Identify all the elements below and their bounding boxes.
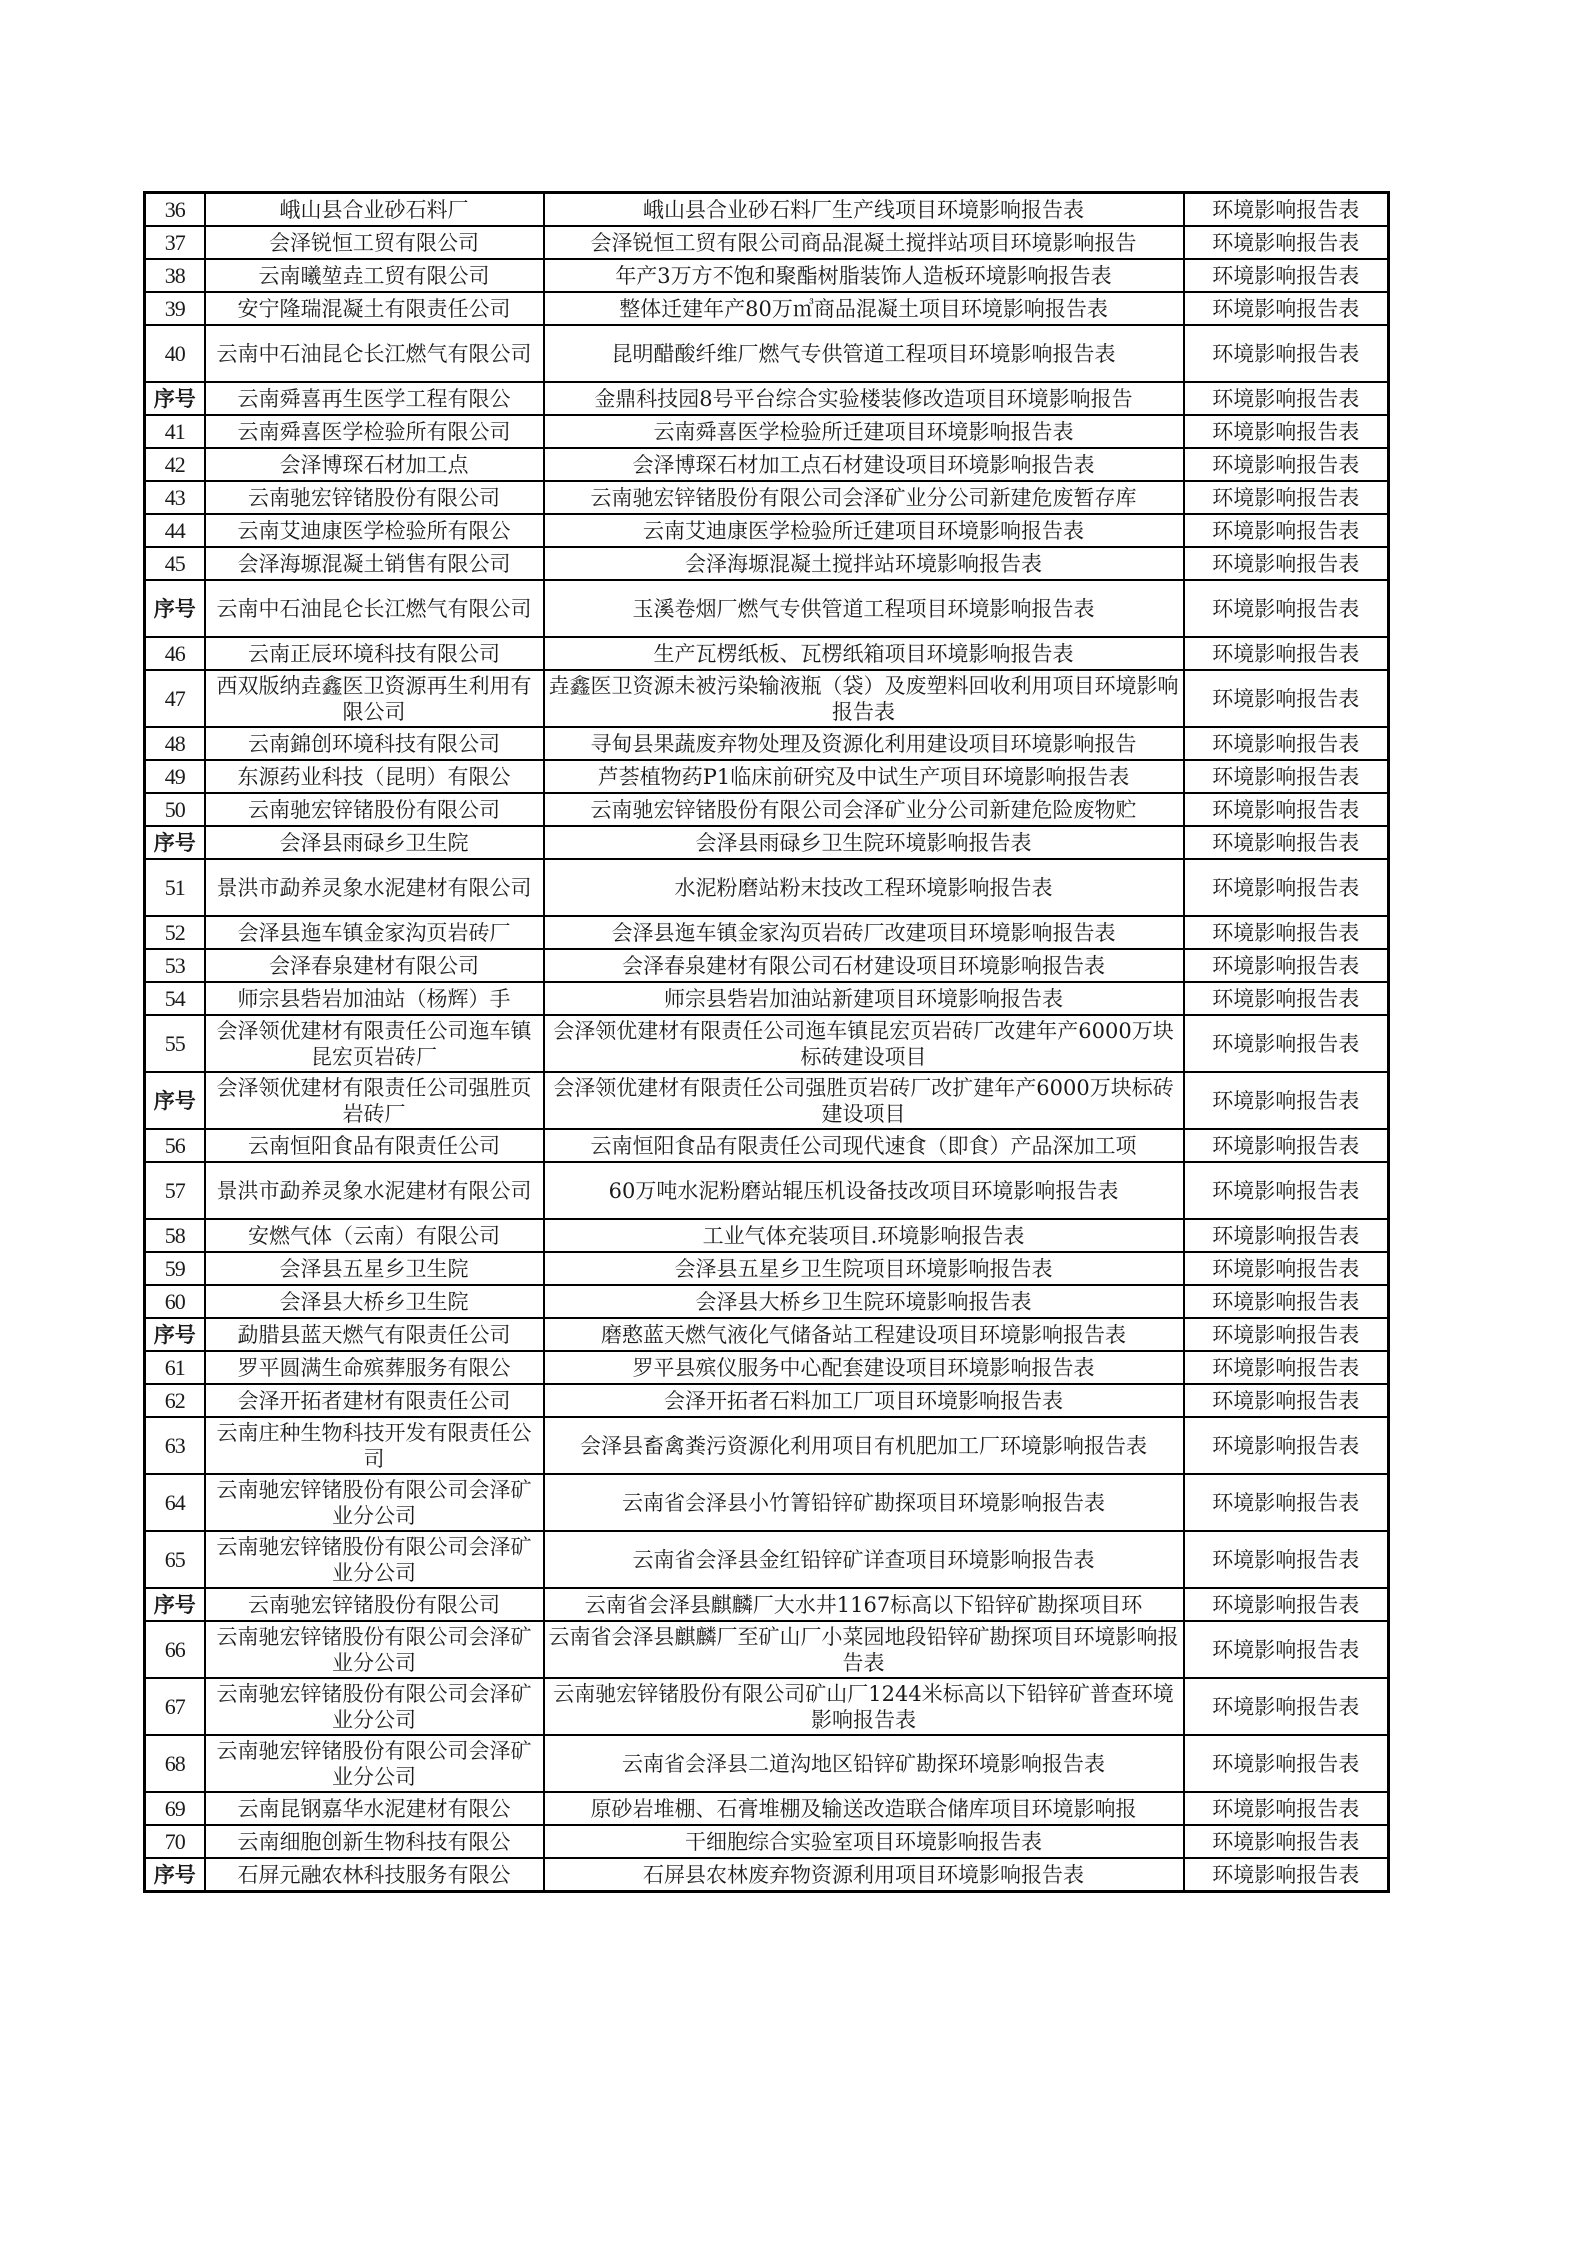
serial-number-cell: 58 [145,1219,205,1252]
serial-number-cell: 69 [145,1792,205,1825]
project-name-cell: 会泽春泉建材有限公司石材建设项目环境影响报告表 [544,949,1184,982]
project-name-cell: 会泽博琛石材加工点石材建设项目环境影响报告表 [544,448,1184,481]
project-name-cell: 昆明醋酸纤维厂燃气专供管道工程项目环境影响报告表 [544,325,1184,382]
project-name-cell: 云南艾迪康医学检验所迁建项目环境影响报告表 [544,514,1184,547]
serial-number-cell: 40 [145,325,205,382]
serial-number-cell: 序号 [145,1318,205,1351]
project-name-cell: 金鼎科技园8号平台综合实验楼装修改造项目环境影响报告 [544,382,1184,415]
document-type-cell: 环境影响报告表 [1184,1735,1389,1792]
project-name-cell: 云南恒阳食品有限责任公司现代速食（即食）产品深加工项 [544,1129,1184,1162]
document-type-cell: 环境影响报告表 [1184,259,1389,292]
table-row [145,448,1389,481]
table-row [145,1015,1389,1072]
company-name-cell: 会泽领优建材有限责任公司迤车镇昆宏页岩砖厂 [205,1015,544,1072]
project-name-cell: 年产3万方不饱和聚酯树脂装饰人造板环境影响报告表 [544,259,1184,292]
project-name-cell: 峨山县合业砂石料厂生产线项目环境影响报告表 [544,193,1184,227]
project-name-cell: 会泽县迤车镇金家沟页岩砖厂改建项目环境影响报告表 [544,916,1184,949]
document-type-cell: 环境影响报告表 [1184,1072,1389,1129]
table-row [145,514,1389,547]
serial-number-cell: 70 [145,1825,205,1858]
document-type-cell: 环境影响报告表 [1184,1351,1389,1384]
table-row [145,259,1389,292]
project-name-cell: 会泽海塬混凝土搅拌站环境影响报告表 [544,547,1184,580]
serial-number-cell: 49 [145,760,205,793]
company-name-cell: 会泽县迤车镇金家沟页岩砖厂 [205,916,544,949]
project-name-cell: 石屏县农林废弃物资源利用项目环境影响报告表 [544,1858,1184,1892]
project-name-cell: 芦荟植物药P1临床前研究及中试生产项目环境影响报告表 [544,760,1184,793]
document-type-cell: 环境影响报告表 [1184,1384,1389,1417]
company-name-cell: 勐腊县蓝天燃气有限责任公司 [205,1318,544,1351]
project-name-cell: 云南省会泽县金红铅锌矿详查项目环境影响报告表 [544,1531,1184,1588]
table-row [145,292,1389,325]
table-row [145,1735,1389,1792]
project-name-cell: 会泽县大桥乡卫生院环境影响报告表 [544,1285,1184,1318]
document-type-cell: 环境影响报告表 [1184,727,1389,760]
company-name-cell: 云南驰宏锌锗股份有限公司 [205,481,544,514]
table-row [145,1417,1389,1474]
serial-number-cell: 38 [145,259,205,292]
document-type-cell: 环境影响报告表 [1184,1252,1389,1285]
table-row [145,1129,1389,1162]
serial-number-cell: 66 [145,1621,205,1678]
company-name-cell: 会泽海塬混凝土销售有限公司 [205,547,544,580]
document-type-cell: 环境影响报告表 [1184,226,1389,259]
table-row [145,1351,1389,1384]
company-name-cell: 景洪市勐养灵象水泥建材有限公司 [205,859,544,916]
document-type-cell: 环境影响报告表 [1184,1678,1389,1735]
table-row [145,382,1389,415]
project-name-cell: 会泽县雨碌乡卫生院环境影响报告表 [544,826,1184,859]
serial-number-cell: 63 [145,1417,205,1474]
table-row [145,982,1389,1015]
project-name-cell: 干细胞综合实验室项目环境影响报告表 [544,1825,1184,1858]
company-name-cell: 云南驰宏锌锗股份有限公司 [205,793,544,826]
company-name-cell: 云南恒阳食品有限责任公司 [205,1129,544,1162]
document-type-cell: 环境影响报告表 [1184,637,1389,670]
company-name-cell: 云南舜喜医学检验所有限公司 [205,415,544,448]
serial-number-cell: 48 [145,727,205,760]
document-type-cell: 环境影响报告表 [1184,1318,1389,1351]
serial-number-cell: 64 [145,1474,205,1531]
project-name-cell: 60万吨水泥粉磨站辊压机设备技改项目环境影响报告表 [544,1162,1184,1219]
serial-number-cell: 42 [145,448,205,481]
serial-number-cell: 序号 [145,1588,205,1621]
document-type-cell: 环境影响报告表 [1184,1621,1389,1678]
serial-number-cell: 61 [145,1351,205,1384]
serial-number-cell: 52 [145,916,205,949]
company-name-cell: 云南正辰环境科技有限公司 [205,637,544,670]
project-name-cell: 会泽县五星乡卫生院项目环境影响报告表 [544,1252,1184,1285]
company-name-cell: 云南驰宏锌锗股份有限公司会泽矿业分公司 [205,1474,544,1531]
table-row [145,1531,1389,1588]
project-name-cell: 生产瓦楞纸板、瓦楞纸箱项目环境影响报告表 [544,637,1184,670]
table-row [145,637,1389,670]
company-name-cell: 云南驰宏锌锗股份有限公司会泽矿业分公司 [205,1531,544,1588]
table-row [145,1792,1389,1825]
company-name-cell: 安燃气体（云南）有限公司 [205,1219,544,1252]
table-row [145,226,1389,259]
project-name-cell: 罗平县殡仪服务中心配套建设项目环境影响报告表 [544,1351,1184,1384]
document-type-cell: 环境影响报告表 [1184,325,1389,382]
table-row [145,949,1389,982]
company-name-cell: 师宗县砦岩加油站（杨辉）手 [205,982,544,1015]
table-row [145,727,1389,760]
table-row [145,760,1389,793]
project-name-cell: 会泽开拓者石料加工厂项目环境影响报告表 [544,1384,1184,1417]
company-name-cell: 会泽春泉建材有限公司 [205,949,544,982]
document-type-cell: 环境影响报告表 [1184,1129,1389,1162]
company-name-cell: 云南庄种生物科技开发有限责任公司 [205,1417,544,1474]
project-name-cell: 磨憨蓝天燃气液化气储备站工程建设项目环境影响报告表 [544,1318,1184,1351]
serial-number-cell: 55 [145,1015,205,1072]
company-name-cell: 罗平圆满生命殡葬服务有限公 [205,1351,544,1384]
table-row [145,670,1389,727]
company-name-cell: 云南昆钢嘉华水泥建材有限公 [205,1792,544,1825]
document-type-cell: 环境影响报告表 [1184,481,1389,514]
serial-number-cell: 序号 [145,580,205,637]
project-name-cell: 会泽领优建材有限责任公司强胜页岩砖厂改扩建年产6000万块标砖建设项目 [544,1072,1184,1129]
table-row [145,1072,1389,1129]
table-row [145,793,1389,826]
document-type-cell: 环境影响报告表 [1184,193,1389,227]
table-row [145,916,1389,949]
company-name-cell: 云南驰宏锌锗股份有限公司会泽矿业分公司 [205,1621,544,1678]
company-name-cell: 云南錦创环境科技有限公司 [205,727,544,760]
document-type-cell: 环境影响报告表 [1184,859,1389,916]
document-type-cell: 环境影响报告表 [1184,382,1389,415]
project-name-cell: 会泽县畜禽粪污资源化利用项目有机肥加工厂环境影响报告表 [544,1417,1184,1474]
document-type-cell: 环境影响报告表 [1184,949,1389,982]
company-name-cell: 会泽领优建材有限责任公司强胜页岩砖厂 [205,1072,544,1129]
company-name-cell: 云南中石油昆仑长江燃气有限公司 [205,325,544,382]
company-name-cell: 云南舜喜再生医学工程有限公 [205,382,544,415]
table-row [145,1219,1389,1252]
table-row [145,826,1389,859]
document-type-cell: 环境影响报告表 [1184,1531,1389,1588]
document-type-cell: 环境影响报告表 [1184,292,1389,325]
serial-number-cell: 56 [145,1129,205,1162]
serial-number-cell: 47 [145,670,205,727]
serial-number-cell: 50 [145,793,205,826]
document-type-cell: 环境影响报告表 [1184,826,1389,859]
document-type-cell: 环境影响报告表 [1184,1162,1389,1219]
table-row [145,580,1389,637]
serial-number-cell: 46 [145,637,205,670]
table-row [145,1384,1389,1417]
table-row [145,547,1389,580]
document-type-cell: 环境影响报告表 [1184,1858,1389,1892]
document-type-cell: 环境影响报告表 [1184,1219,1389,1252]
document-type-cell: 环境影响报告表 [1184,1825,1389,1858]
serial-number-cell: 36 [145,193,205,227]
company-name-cell: 云南驰宏锌锗股份有限公司会泽矿业分公司 [205,1735,544,1792]
project-name-cell: 云南省会泽县麒麟厂大水井1167标高以下铅锌矿勘探项目环 [544,1588,1184,1621]
document-type-cell: 环境影响报告表 [1184,1474,1389,1531]
serial-number-cell: 67 [145,1678,205,1735]
table-row [145,1252,1389,1285]
document-type-cell: 环境影响报告表 [1184,793,1389,826]
company-name-cell: 云南曦堃垚工贸有限公司 [205,259,544,292]
table-row [145,1678,1389,1735]
document-type-cell: 环境影响报告表 [1184,580,1389,637]
serial-number-cell: 44 [145,514,205,547]
document-type-cell: 环境影响报告表 [1184,514,1389,547]
serial-number-cell: 43 [145,481,205,514]
project-name-cell: 云南省会泽县二道沟地区铅锌矿勘探环境影响报告表 [544,1735,1184,1792]
document-type-cell: 环境影响报告表 [1184,1792,1389,1825]
company-name-cell: 会泽锐恒工贸有限公司 [205,226,544,259]
serial-number-cell: 68 [145,1735,205,1792]
document-type-cell: 环境影响报告表 [1184,1285,1389,1318]
document-type-cell: 环境影响报告表 [1184,547,1389,580]
serial-number-cell: 57 [145,1162,205,1219]
table-row [145,481,1389,514]
serial-number-cell: 序号 [145,1072,205,1129]
company-name-cell: 景洪市勐养灵象水泥建材有限公司 [205,1162,544,1219]
serial-number-cell: 59 [145,1252,205,1285]
project-name-cell: 工业气体充装项目.环境影响报告表 [544,1219,1184,1252]
company-name-cell: 会泽县雨碌乡卫生院 [205,826,544,859]
project-name-cell: 垚鑫医卫资源未被污染输液瓶（袋）及废塑料回收利用项目环境影响报告表 [544,670,1184,727]
serial-number-cell: 53 [145,949,205,982]
serial-number-cell: 41 [145,415,205,448]
company-name-cell: 安宁隆瑞混凝土有限责任公司 [205,292,544,325]
table-row [145,1858,1389,1892]
table-row [145,1285,1389,1318]
project-name-cell: 云南驰宏锌锗股份有限公司会泽矿业分公司新建危废暂存库 [544,481,1184,514]
company-name-cell: 云南艾迪康医学检验所有限公 [205,514,544,547]
company-name-cell: 石屏元融农林科技服务有限公 [205,1858,544,1892]
project-name-cell: 云南驰宏锌锗股份有限公司会泽矿业分公司新建危险废物贮 [544,793,1184,826]
table-row [145,859,1389,916]
table-row [145,1825,1389,1858]
eia-report-table [143,191,1390,1893]
serial-number-cell: 45 [145,547,205,580]
table-row [145,1474,1389,1531]
company-name-cell: 会泽县大桥乡卫生院 [205,1285,544,1318]
document-type-cell: 环境影响报告表 [1184,448,1389,481]
table-row [145,325,1389,382]
table-row [145,193,1389,227]
project-name-cell: 云南省会泽县麒麟厂至矿山厂小菜园地段铅锌矿勘探项目环境影响报告表 [544,1621,1184,1678]
company-name-cell: 峨山县合业砂石料厂 [205,193,544,227]
company-name-cell: 西双版纳垚鑫医卫资源再生利用有限公司 [205,670,544,727]
table-row [145,1588,1389,1621]
document-type-cell: 环境影响报告表 [1184,1417,1389,1474]
company-name-cell: 会泽博琛石材加工点 [205,448,544,481]
document-type-cell: 环境影响报告表 [1184,415,1389,448]
serial-number-cell: 序号 [145,382,205,415]
document-type-cell: 环境影响报告表 [1184,670,1389,727]
serial-number-cell: 62 [145,1384,205,1417]
document-type-cell: 环境影响报告表 [1184,1015,1389,1072]
company-name-cell: 会泽县五星乡卫生院 [205,1252,544,1285]
serial-number-cell: 60 [145,1285,205,1318]
table-row [145,415,1389,448]
project-name-cell: 玉溪卷烟厂燃气专供管道工程项目环境影响报告表 [544,580,1184,637]
document-type-cell: 环境影响报告表 [1184,982,1389,1015]
project-name-cell: 整体迁建年产80万㎥商品混凝土项目环境影响报告表 [544,292,1184,325]
project-name-cell: 寻甸县果蔬废弃物处理及资源化利用建设项目环境影响报告 [544,727,1184,760]
serial-number-cell: 65 [145,1531,205,1588]
document-type-cell: 环境影响报告表 [1184,916,1389,949]
project-name-cell: 水泥粉磨站粉末技改工程环境影响报告表 [544,859,1184,916]
table-row [145,1621,1389,1678]
serial-number-cell: 54 [145,982,205,1015]
company-name-cell: 云南驰宏锌锗股份有限公司会泽矿业分公司 [205,1678,544,1735]
project-name-cell: 师宗县砦岩加油站新建项目环境影响报告表 [544,982,1184,1015]
project-name-cell: 会泽锐恒工贸有限公司商品混凝土搅拌站项目环境影响报告 [544,226,1184,259]
table-row [145,1318,1389,1351]
project-name-cell: 云南省会泽县小竹箐铅锌矿勘探项目环境影响报告表 [544,1474,1184,1531]
document-type-cell: 环境影响报告表 [1184,1588,1389,1621]
serial-number-cell: 序号 [145,826,205,859]
project-name-cell: 会泽领优建材有限责任公司迤车镇昆宏页岩砖厂改建年产6000万块标砖建设项目 [544,1015,1184,1072]
company-name-cell: 会泽开拓者建材有限责任公司 [205,1384,544,1417]
table-row [145,1162,1389,1219]
document-type-cell: 环境影响报告表 [1184,760,1389,793]
serial-number-cell: 51 [145,859,205,916]
company-name-cell: 东源药业科技（昆明）有限公 [205,760,544,793]
serial-number-cell: 序号 [145,1858,205,1892]
project-name-cell: 原砂岩堆棚、石膏堆棚及输送改造联合储库项目环境影响报 [544,1792,1184,1825]
company-name-cell: 云南细胞创新生物科技有限公 [205,1825,544,1858]
company-name-cell: 云南驰宏锌锗股份有限公司 [205,1588,544,1621]
serial-number-cell: 39 [145,292,205,325]
project-name-cell: 云南舜喜医学检验所迁建项目环境影响报告表 [544,415,1184,448]
serial-number-cell: 37 [145,226,205,259]
company-name-cell: 云南中石油昆仑长江燃气有限公司 [205,580,544,637]
table-body [145,193,1389,1892]
project-name-cell: 云南驰宏锌锗股份有限公司矿山厂1244米标高以下铅锌矿普查环境影响报告表 [544,1678,1184,1735]
